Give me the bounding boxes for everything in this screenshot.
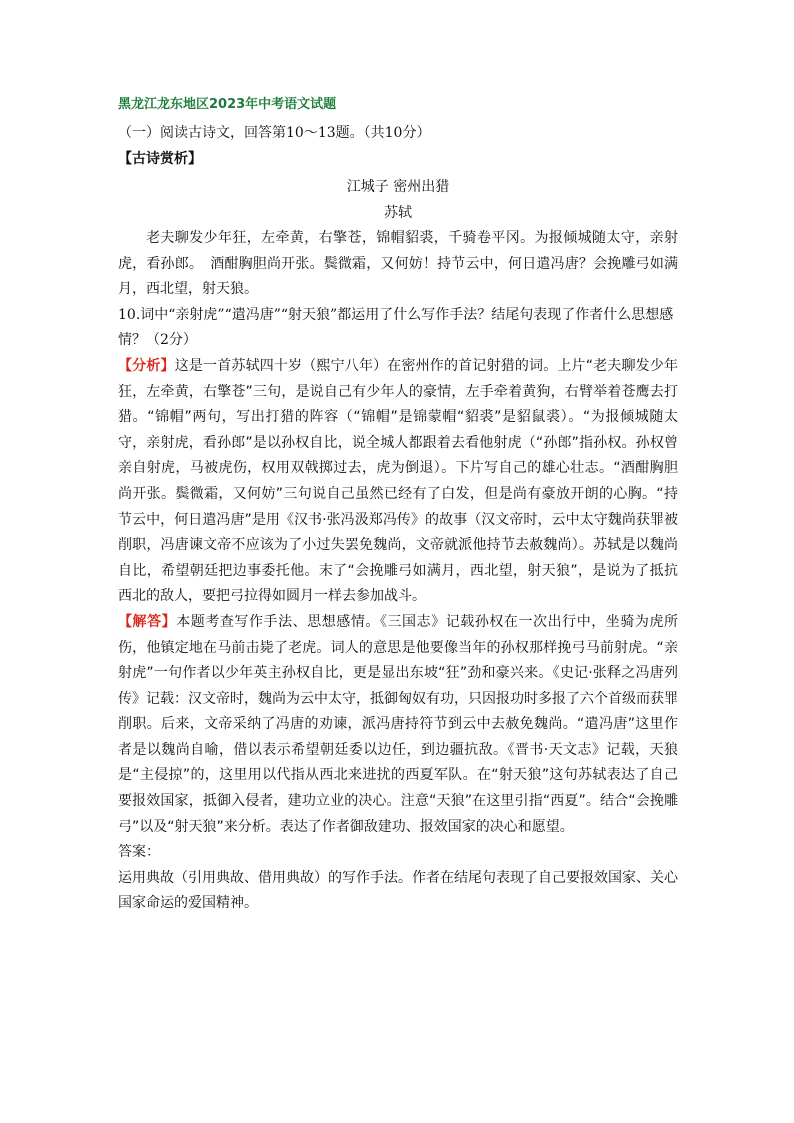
answer-label: 答案： (118, 844, 160, 861)
poem-author: 苏轼 (384, 205, 412, 221)
solution-block (118, 610, 678, 840)
answer-text: 运用典故（引用典故、借用典故）的写作手法。作者在结尾句表现了自己要报效国家、关心国家命运的爱国精神。 (118, 869, 678, 912)
section-tag: 【古诗赏析】 (118, 151, 202, 167)
poem-text: 老夫聊发少年狂，左牵黄，右擎苍，锦帽貂裘，千骑卷平冈。为报倾城随太守，亲射虎，看孙郎。 酒酣胸胆尚开张。鬓微霜，又何妨！持节云中，何日遣冯唐？会挽雕弓如满月，西北望，射天狼。 (118, 230, 678, 298)
analysis-text: 这是一首苏轼四十岁（熙宁八年）在密州作的首记射猎的词。上片“老夫聊发少年狂，左牵黄，右擎苍”三句，是说自己有少年人的豪情，左手牵着黄狗，右臂举着苍鹰去打猎。“锦帽”两句，写出打猎的阵容（“锦帽”是锦蒙帽“貂裘”是貂鼠裘）。“为报倾城随太守，亲射虎，看孙郎”是以孙权自比，说全城人都跟着去看他射虎（“孙郎”指孙权。孙权曾亲自射虎，马被虎伤，权用双戟掷过去，虎为倒退）。下片写自己的雄心壮志。“酒酣胸胆尚开张。鬓微霜，又何妨”三句说自己虽然已经有了白发，但是尚有豪放开朗的心胸。“持节云中，何日遣冯唐”是用《汉书·张冯汲郑冯传》的故事（汉文帝时，云中太守魏尚获罪被削职，冯唐谏文帝不应该为了小过失罢免魏尚，文帝就派他持节去赦魏尚）。苏轼是以魏尚自比，希望朝廷把边事委托他。末了“会挽雕弓如满月，西北望，射天狼”，是说为了抵抗西北的敌人，要把弓拉得如圆月一样去参加战斗。 (118, 357, 678, 605)
solution-tag: 【解答】 (118, 613, 177, 630)
question-10: 10.词中“亲射虎”“遣冯唐”“射天狼”都运用了什么写作手法？结尾句表现了作者什么思想感情？（2分） (118, 306, 674, 349)
analysis-tag: 【分析】 (118, 357, 175, 374)
section-intro: （一）阅读古诗文，回答第10～13题。（共10分） (118, 125, 431, 141)
document-title: 黑龙江龙东地区2023年中考语文试题 (118, 97, 337, 112)
document-page (118, 94, 678, 917)
poem-title: 江城子 密州出猎 (346, 179, 450, 195)
analysis-block (118, 354, 678, 610)
solution-text: 本题考查写作手法、思想感情。《三国志》记载孙权在一次出行中，坐骑为虎所伤，他镇定地在马前击毙了老虎。词人的意思是他要像当年的孙权那样挽弓马前射虎。“亲射虎”一句作者以少年英主孙权自比，更是显出东坡“狂”劲和豪兴来。《史记·张释之冯唐列传》记载：汉文帝时，魏尚为云中太守，抵御匈奴有功，只因报功时多报了六个首级而获罪削职。后来，文帝采纳了冯唐的劝谏，派冯唐持符节到云中去赦免魏尚。“遣冯唐”这里作者是以魏尚自喻，借以表示希望朝廷委以边任，到边疆抗敌。《晋书·天文志》记载，天狼是“主侵掠”的，这里用以代指从西北来进扰的西夏军队。在“射天狼”这句苏轼表达了自己要报效国家，抵御入侵者，建功立业的决心。注意“天狼”在这里引指“西夏”。结合“会挽雕弓”以及“射天狼”来分析。表达了作者御敌建功、报效国家的决心和愿望。 (118, 613, 679, 835)
